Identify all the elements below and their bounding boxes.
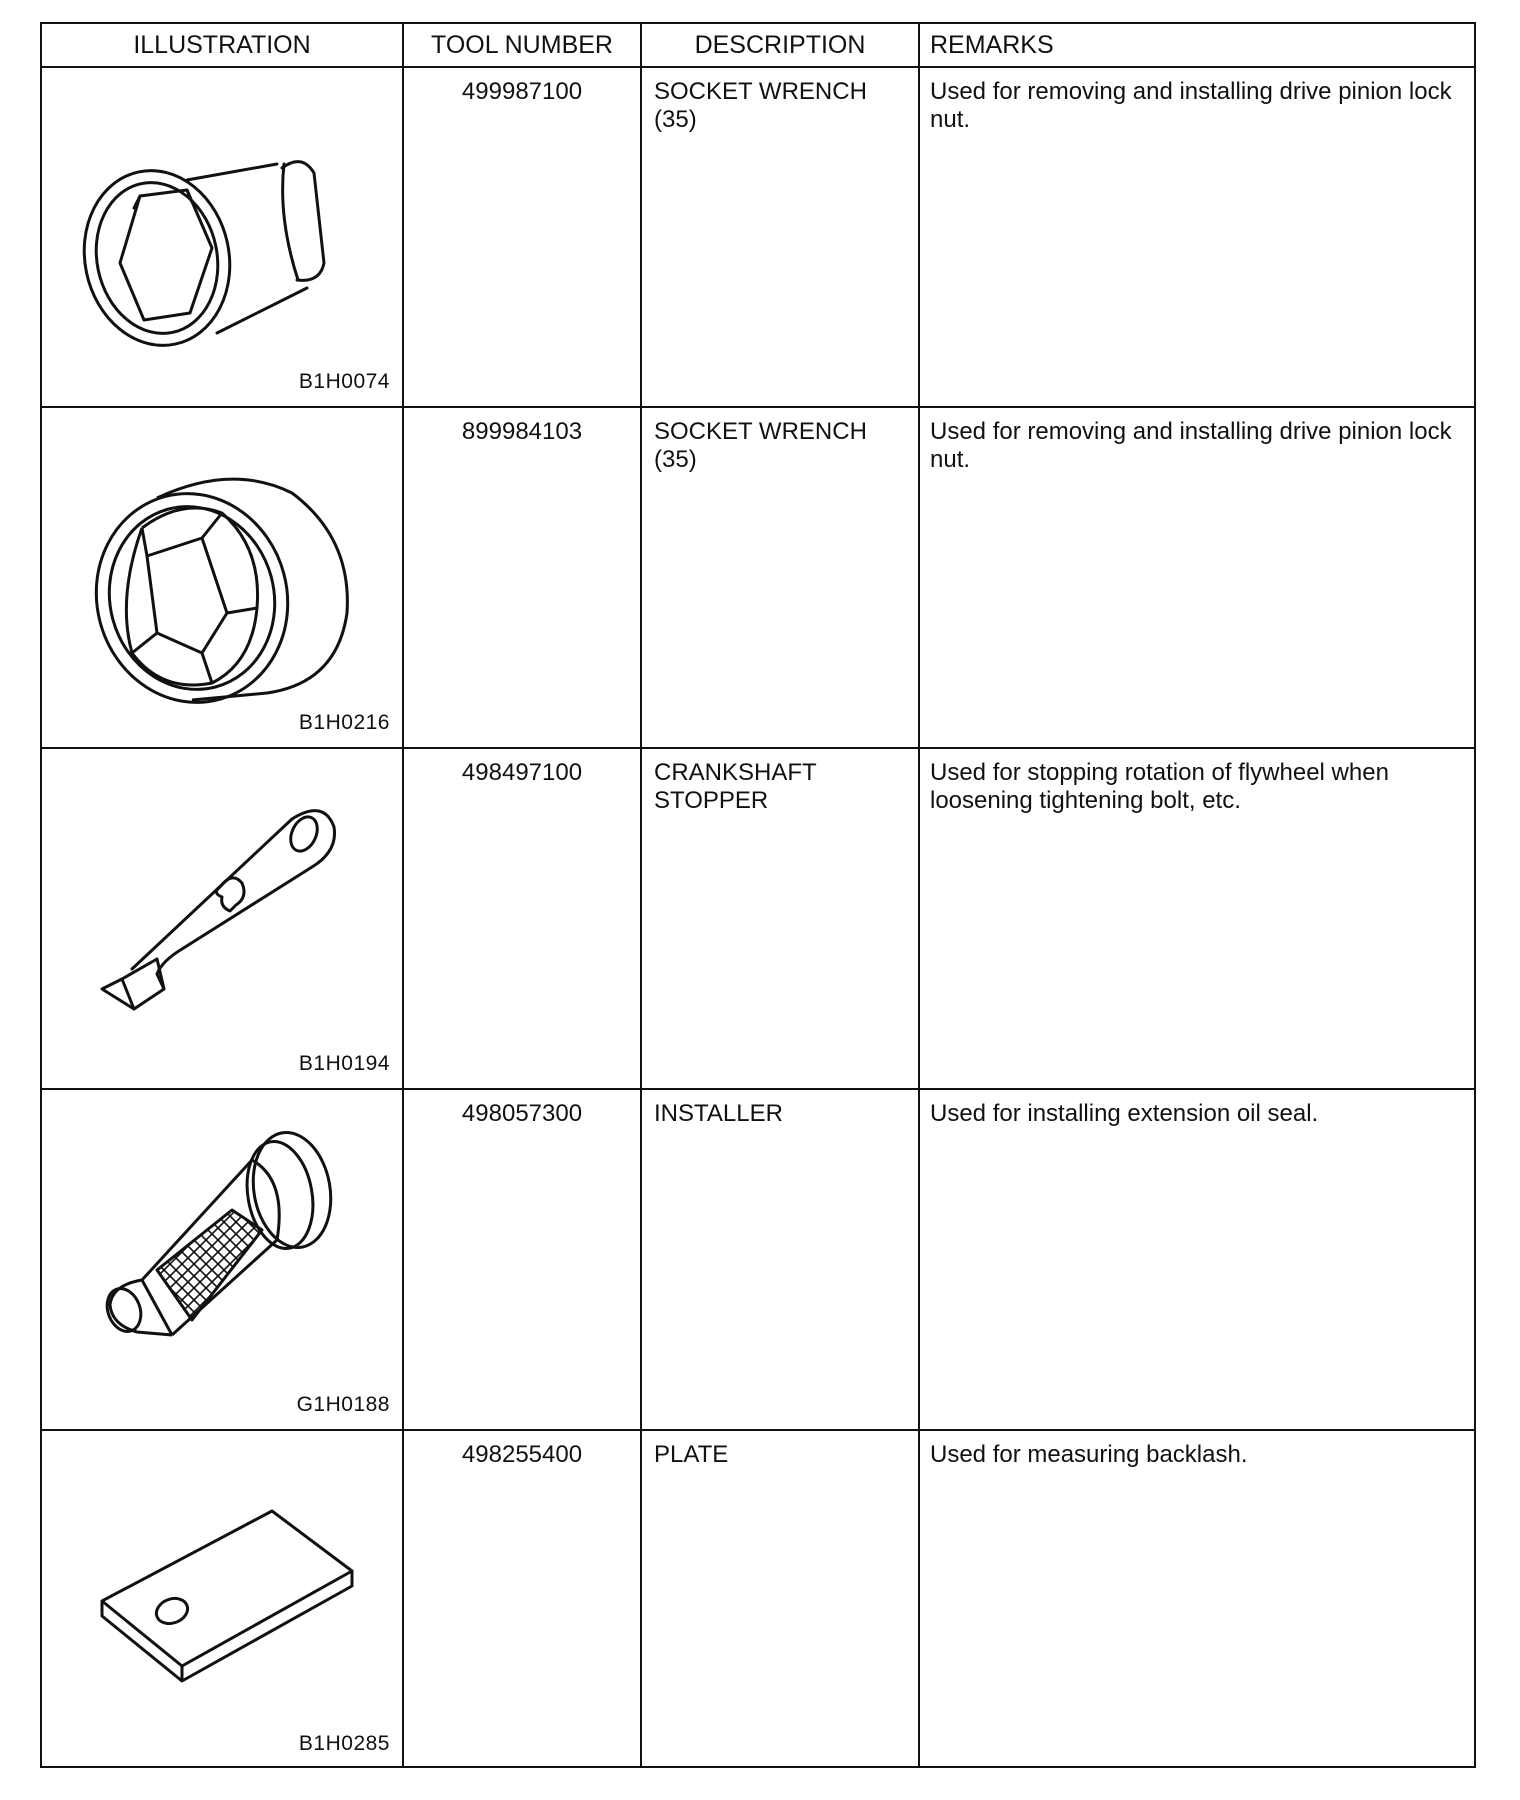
tool-remarks: Used for measuring backlash. (930, 1441, 1248, 1468)
tool-remarks: Used for stopping rotation of flywheel when loosening tightening bolt, etc. (930, 759, 1389, 814)
plate-icon (62, 1461, 382, 1701)
socket-wrench-short-icon (62, 438, 382, 708)
tool-description: SOCKET WRENCH (35) (654, 418, 867, 473)
tool-number: 498057300 (461, 1100, 583, 1127)
illustration-code: B1H0285 (298, 1732, 390, 1755)
tool-remarks: Used for installing extension oil seal. (930, 1100, 1319, 1127)
tool-number: 498255400 (461, 1441, 583, 1468)
tool-number: 899984103 (461, 418, 583, 445)
table-row (42, 1431, 1474, 1768)
tool-description: CRANKSHAFT STOPPER (654, 759, 817, 814)
installer-icon (62, 1120, 382, 1390)
header-tool-number: TOOL NUMBER (431, 31, 613, 59)
tool-number: 498497100 (461, 759, 583, 786)
illustration-cell (42, 68, 402, 406)
illustration-cell (42, 1431, 402, 1768)
tool-remarks: Used for removing and installing drive pinion lock nut. (930, 418, 1452, 473)
tool-description: PLATE (654, 1441, 729, 1468)
tool-number: 499987100 (461, 78, 583, 105)
table-row (42, 68, 1474, 408)
table-row (42, 1090, 1474, 1431)
header-illustration: ILLUSTRATION (133, 31, 311, 59)
table-header (42, 24, 1474, 68)
illustration-code: B1H0074 (298, 370, 390, 393)
table-row (42, 749, 1474, 1090)
tool-remarks: Used for removing and installing drive pinion lock nut. (930, 78, 1452, 133)
tool-description: INSTALLER (654, 1100, 783, 1127)
illustration-cell (42, 408, 402, 747)
table-row (42, 408, 1474, 749)
crankshaft-stopper-icon (62, 779, 382, 1049)
header-description: DESCRIPTION (694, 31, 866, 59)
illustration-code: B1H0216 (298, 711, 390, 734)
illustration-cell (42, 1090, 402, 1429)
header-remarks: REMARKS (930, 31, 1054, 59)
illustration-code: B1H0194 (298, 1052, 390, 1075)
illustration-code: G1H0188 (296, 1393, 390, 1416)
socket-wrench-long-icon (62, 98, 382, 358)
special-tools-table (40, 22, 1476, 1768)
illustration-cell (42, 749, 402, 1088)
tool-description: SOCKET WRENCH (35) (654, 78, 867, 133)
